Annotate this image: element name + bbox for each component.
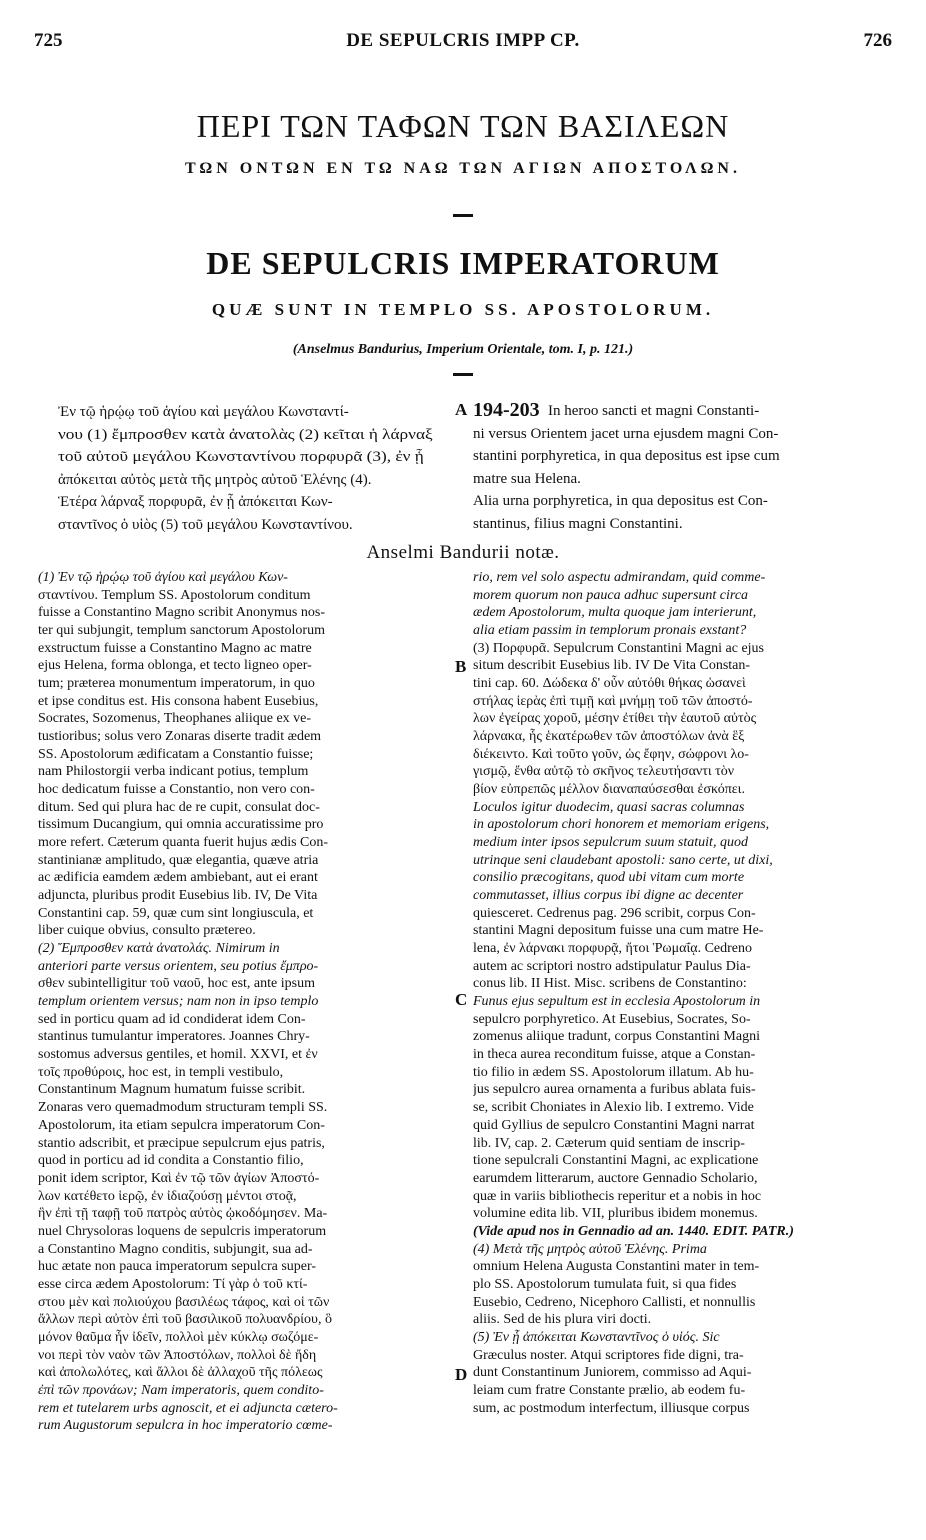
note-line: autem ac scriptori nostro adstipulatur Paulus Dia-: [473, 958, 751, 974]
latin-text-line: stantini porphyretica, in qua depositus est ipse cum: [473, 448, 780, 465]
note-line: Apostolorum, ita etiam sepulcra imperatorum Con-: [38, 1117, 325, 1133]
latin-main-text: [473, 400, 893, 536]
title-divider: [453, 214, 473, 217]
note-line: Loculos igitur duodecim, quasi sacras columnas: [473, 799, 745, 815]
note-line: rum Augustorum sepulcra in hoc imperatorio cœme-: [38, 1418, 333, 1434]
note-line: nuel Chrysoloras loquens de sepulcris imperatorum: [38, 1223, 327, 1239]
latin-text-line: ni versus Orientem jacet urna ejusdem magni Con-: [473, 425, 779, 442]
note-line: commutasset, illius corpus ibi digne ac decenter: [473, 888, 744, 904]
note-line: quæ in variis bibliothecis reperitur et a nobis in hoc: [473, 1188, 762, 1204]
note-line: ditum. Sed qui plura hac de re cupit, consulat doc-: [38, 799, 320, 815]
latin-subtitle: QUÆ SUNT IN TEMPLO SS. APOSTOLORUM.: [211, 300, 715, 319]
note-line: tione sepulcrali Constantini Magni, ac explicatione: [473, 1153, 759, 1169]
note-line: Græculus noster. Atqui scriptores fide digni, tra-: [473, 1347, 744, 1363]
margin-marker: A: [455, 400, 468, 419]
note-line: quiesceret. Cedrenus pag. 296 scribit, corpus Con-: [473, 905, 756, 921]
margin-marker: D: [455, 1365, 468, 1384]
note-line: volumine edita lib. VII, pluribus ibidem monemus.: [473, 1206, 758, 1222]
note-line: rem et tutelarem urbs agnoscit, et ei adjuncta cætero-: [38, 1400, 338, 1416]
latin-text-line: matre sua Helena.: [473, 470, 581, 487]
note-line: Socrates, Sozomenus, Theophanes aliique ex ve-: [38, 711, 312, 727]
note-line: esse circa ædem Apostolorum: Τί γὰρ ὁ τοῦ κτί-: [38, 1276, 308, 1292]
note-line: earumdem litterarum, auctore Gennadio Scholario,: [473, 1170, 758, 1186]
right-page-number: 726: [863, 30, 892, 51]
greek-text-line: Ἑτέρα λάρναξ πορφυρᾶ, ἐν ᾗ ἀπόκειται Κων-: [58, 494, 333, 511]
note-line: Constantinum Magnum humatum fuisse scribit.: [38, 1082, 306, 1098]
note-line: ponit idem scriptor, Καὶ ἐν τῷ τῶν ἁγίων Ἀποστό-: [38, 1170, 320, 1186]
note-line: ἣν ἐπὶ τῇ ταφῇ τοῦ πατρὸς αὐτὸς ᾠκοδόμησεν. Ma-: [38, 1206, 328, 1222]
margin-marker: C: [455, 990, 468, 1009]
note-line: στου μὲν καὶ πολιούχου βασιλέως τάφος, καὶ οἱ τῶν: [38, 1294, 330, 1310]
note-line: σθεν subintelligitur τοῦ ναοῦ, hoc est, ante ipsum: [38, 976, 315, 992]
note-line: ædem Apostolorum, multa quoque jam interierunt,: [473, 605, 757, 621]
note-line: tum; præterea monumentum imperatorum, in quo: [38, 676, 315, 692]
notes-heading: Anselmi Bandurii notæ.: [366, 542, 560, 563]
note-line: ἄλλων περὶ αὐτὸν ἐπὶ τοῦ βασιλικοῦ πολυανδρίου, ὃ: [38, 1312, 332, 1328]
note-line: et ipse conditus est. His consona habent Eusebius,: [38, 693, 319, 709]
note-line: Constantini cap. 59, quæ cum sint longiuscula, et: [38, 905, 314, 921]
note-line: stantini Magni depositum fuisse una cum matre He-: [473, 923, 764, 939]
greek-text-line: νου (1) ἔμπροσθεν κατὰ ἀνατολὰς (2) κεῖται ἡ λάρναξ: [58, 426, 433, 443]
note-line: sostomus adversus gentiles, et homil. XXVI, et ἐν: [38, 1047, 318, 1063]
latin-text-line: Alia urna porphyretica, in qua depositus est Con-: [473, 493, 768, 510]
note-line: μόνον θαῦμα ἦν ἰδεῖν, πολλοὶ μὲν κύκλῳ σωζόμε-: [38, 1329, 319, 1345]
page-range: 194-203: [473, 399, 540, 421]
note-line: ac ædificia eamdem ædem ambiebant, aut ei erant: [38, 870, 318, 886]
note-line: SS. Apostolorum ædificatam a Constantio fuisse;: [38, 746, 314, 762]
note-line: liber cuique obvius, consulto prætereo.: [38, 923, 256, 939]
note-line: omnium Helena Augusta Constantini mater in tem-: [473, 1259, 760, 1275]
note-line: ejus Helena, forma oblonga, et tecto ligneo oper-: [38, 658, 312, 674]
section-divider: [453, 373, 473, 376]
note-line: Zonaras vero quemadmodum structuram templi SS.: [38, 1100, 328, 1116]
note-line: zomenus aliique tradunt, corpus Constantini Magni: [473, 1029, 760, 1045]
note-line: sepulcro porphyretico. At Eusebius, Socrates, So-: [473, 1011, 751, 1027]
note-line: adjuncta, pluribus prodit Eusebius lib. IV, De Vita: [38, 888, 318, 904]
note-line: λων ἐγείρας χοροῦ, μέσην ἐτίθει τὴν ἑαυτοῦ αὐτὸς: [473, 711, 757, 727]
note-line: quod in porticu ad id condita a Constantio filio,: [38, 1153, 304, 1169]
greek-text-line: σταντῖνος ὁ υἱὸς (5) τοῦ μεγάλου Κωνσταντίνου.: [58, 516, 353, 533]
note-line: sum, ac postmodum interfectum, illiusque corpus: [473, 1400, 750, 1416]
greek-main-text: [58, 401, 453, 537]
note-line: stantinus tumulantur imperatores. Joannes Chry-: [38, 1029, 310, 1045]
note-line: στήλας ἱερὰς ἐπὶ τιμῇ καὶ μνήμῃ τοῦ τῶν ἀποστό-: [473, 693, 753, 709]
greek-title: ΠΕΡΙ ΤΩΝ ΤΑΦΩΝ ΤΩΝ ΒΑΣΙΛΕΩΝ: [196, 108, 730, 144]
note-line: fuisse a Constantino Magno scribit Anonymus nos-: [38, 605, 325, 621]
note-line: nam Philostorgii verba indicant potius, templum: [38, 764, 309, 780]
note-line: medium inter ipsos sepulcrum suum statuit, quod: [473, 835, 748, 851]
notes-right-column: [473, 569, 893, 1417]
note-line: tio filio in ædem SS. Apostolorum illatum. Ab hu-: [473, 1064, 754, 1080]
note-line: alia etiam passim in templorum pronais exstant?: [473, 623, 747, 639]
note-line: templum orientem versus; nam non in ipso templo: [38, 994, 319, 1010]
greek-subtitle: ΤΩΝ ΟΝΤΩΝ ΕΝ ΤΩ ΝΑΩ ΤΩΝ ΑΓΙΩΝ ΑΠΟΣΤΟΛΩΝ.: [185, 160, 741, 177]
note-line: stantio adscribit, et præcipue sepulcrum ejus patris,: [38, 1135, 325, 1151]
note-line: plo SS. Apostolorum tumulata fuit, si qua fides: [473, 1276, 737, 1292]
note-line: conus lib. II Hist. Misc. scribens de Constantino:: [473, 976, 747, 992]
note-line: Funus ejus sepultum est in ecclesia Apostolorum in: [473, 994, 761, 1010]
left-page-number: 725: [34, 30, 63, 51]
note-line: anteriori parte versus orientem, seu potius ἔμπρο-: [38, 958, 319, 974]
note-line: (4) Μετὰ τῆς μητρὸς αὐτοῦ Ἑλένης. Prima: [473, 1241, 707, 1257]
note-line: more refert. Cæterum quanta fuerit hujus ædis Con-: [38, 835, 329, 851]
note-line: ἐπὶ τῶν προνάων; Nam imperatoris, quem condito-: [38, 1382, 324, 1398]
latin-text-line: In heroo sancti et magni Constanti-: [548, 403, 760, 419]
note-line: (3) Πορφυρᾶ. Sepulcrum Constantini Magni ac ejus: [473, 640, 764, 656]
note-line: quid Gyllius de sepulcro Constantini Magni narrat: [473, 1117, 755, 1133]
note-line: utrinque seni claudebant apostoli: sano certe, ut dixi,: [473, 852, 773, 868]
note-line: leiam cum fratre Constante prælio, ab eodem fu-: [473, 1382, 746, 1398]
note-line: Eusebio, Cedreno, Nicephoro Callisti, et nonnullis: [473, 1294, 756, 1310]
note-line: hoc dedicatum fuisse a Constantio, non vero con-: [38, 782, 315, 798]
note-line: τοῖς προθύροις, hoc est, in templi vestibulo,: [38, 1064, 284, 1080]
note-line: lena, ἐν λάρνακι πορφυρᾷ, ἤτοι Ῥωμαΐᾳ. Cedreno: [473, 941, 753, 957]
note-line: jus sepulcro aurea ornamenta a furibus ablata fuis-: [473, 1082, 756, 1098]
note-line: morem quorum non pauca adhuc supersunt circa: [473, 587, 749, 603]
latin-text-line: stantinus, filius magni Constantini.: [473, 515, 683, 532]
note-line: (2) Ἔμπροσθεν κατὰ ἀνατολάς. Nimirum in: [38, 941, 280, 957]
note-line: tini cap. 60. Δώδεκα δ' οὖν αὐτόθι θήκας ὡσανεὶ: [473, 676, 746, 692]
note-line: dunt Constantinum Juniorem, commisso ad Aqui-: [473, 1365, 752, 1381]
latin-title: DE SEPULCRIS IMPERATORUM: [206, 245, 720, 281]
note-line: ter qui subjungit, templum sanctorum Apostolorum: [38, 623, 325, 639]
source-reference: (Anselmus Bandurius, Imperium Orientale, tom. I, p. 121.): [292, 342, 634, 357]
note-line: (Vide apud nos in Gennadio ad an. 1440. EDIT. PATR.): [473, 1223, 794, 1239]
note-line: exstructum fuisse a Constantino Magno ac matre: [38, 640, 312, 656]
note-line: βίον εὐπρεπῶς μέλλον διαναπαύσεσθαι ἐσκόπει.: [473, 782, 745, 798]
note-line: γισμῷ, ἔνθα αὐτῷ τὸ σκῆνος τελευτήσαντι τὸν: [473, 764, 735, 780]
note-line: λων κατέθετο ἱερῷ, ἐν ἰδιαζούσῃ μέντοι στοᾷ,: [38, 1188, 297, 1204]
running-title: DE SEPULCRIS IMPP CP.: [346, 30, 580, 51]
note-line: sed in porticu quam ad id condiderat idem Con-: [38, 1011, 306, 1027]
note-line: in theca aurea reconditum fuisse, atque a Constan-: [473, 1047, 756, 1063]
note-line: aliis. Sed de his plura viri docti.: [473, 1312, 652, 1328]
note-line: situm describit Eusebius lib. IV De Vita Constan-: [473, 658, 751, 674]
note-line: σταντίνου. Templum SS. Apostolorum conditum: [38, 587, 311, 603]
note-line: λάρνακα, ἧς ἑκατέρωθεν τῶν ἀποστόλων ἀνὰ ἓξ: [473, 729, 745, 745]
note-line: διέκειντο. Καὶ τοῦτο γοῦν, ὡς ἔφην, σώφρονι λο-: [473, 746, 749, 762]
note-line: huc ætate non pauca imperatorum sepulcra super-: [38, 1259, 317, 1275]
note-line: νοι περὶ τὸν ναὸν τῶν Ἀποστόλων, πολλοὶ δὲ ἤδη: [38, 1347, 317, 1363]
greek-text-line: τοῦ αὐτοῦ μεγάλου Κωνσταντίνου πορφυρᾶ (3), ἐν ᾗ: [58, 449, 424, 466]
note-line: (5) Ἐν ᾗ ἀπόκειται Κωνσταντῖνος ὁ υἱός. Sic: [473, 1329, 720, 1345]
notes-left-column: [38, 569, 453, 1435]
note-line: a Constantino Magno conditis, subjungit, sua ad-: [38, 1241, 313, 1257]
note-line: consilio præcogitans, quod ubi vitam cum morte: [473, 870, 745, 886]
note-line: se, scribit Choniates in Alexio lib. I extremo. Vide: [473, 1100, 754, 1116]
note-line: in apostolorum chori honorem et memoriam erigens,: [473, 817, 770, 833]
note-line: lib. IV, cap. 2. Cæterum quid sentiam de inscrip-: [473, 1135, 745, 1151]
note-line: tustioribus; solus vero Zonaras diserte tradit ædem: [38, 729, 322, 745]
greek-text-line: ἀπόκειται αὐτὸς μετὰ τῆς μητρὸς αὐτοῦ Ἑλένης (4).: [58, 471, 372, 488]
note-line: καὶ ἀπολωλότες, καὶ ἄλλοι δὲ ἀλλαχοῦ τῆς πόλεως: [38, 1365, 323, 1381]
note-line: (1) Ἐν τῷ ἡρῴῳ τοῦ ἁγίου καὶ μεγάλου Κων-: [38, 570, 288, 585]
note-line: rio, rem vel solo aspectu admirandam, quid comme-: [473, 570, 766, 585]
note-line: stantinianæ amplitudo, quæ elegantia, quæve atria: [38, 852, 319, 868]
margin-marker: B: [455, 657, 467, 676]
greek-text-line: Ἐν τῷ ἡρῴῳ τοῦ ἁγίου καὶ μεγάλου Κωνσταντί-: [58, 404, 349, 420]
note-line: tissimum Ducangium, qui omnia accuratissime pro: [38, 817, 324, 833]
